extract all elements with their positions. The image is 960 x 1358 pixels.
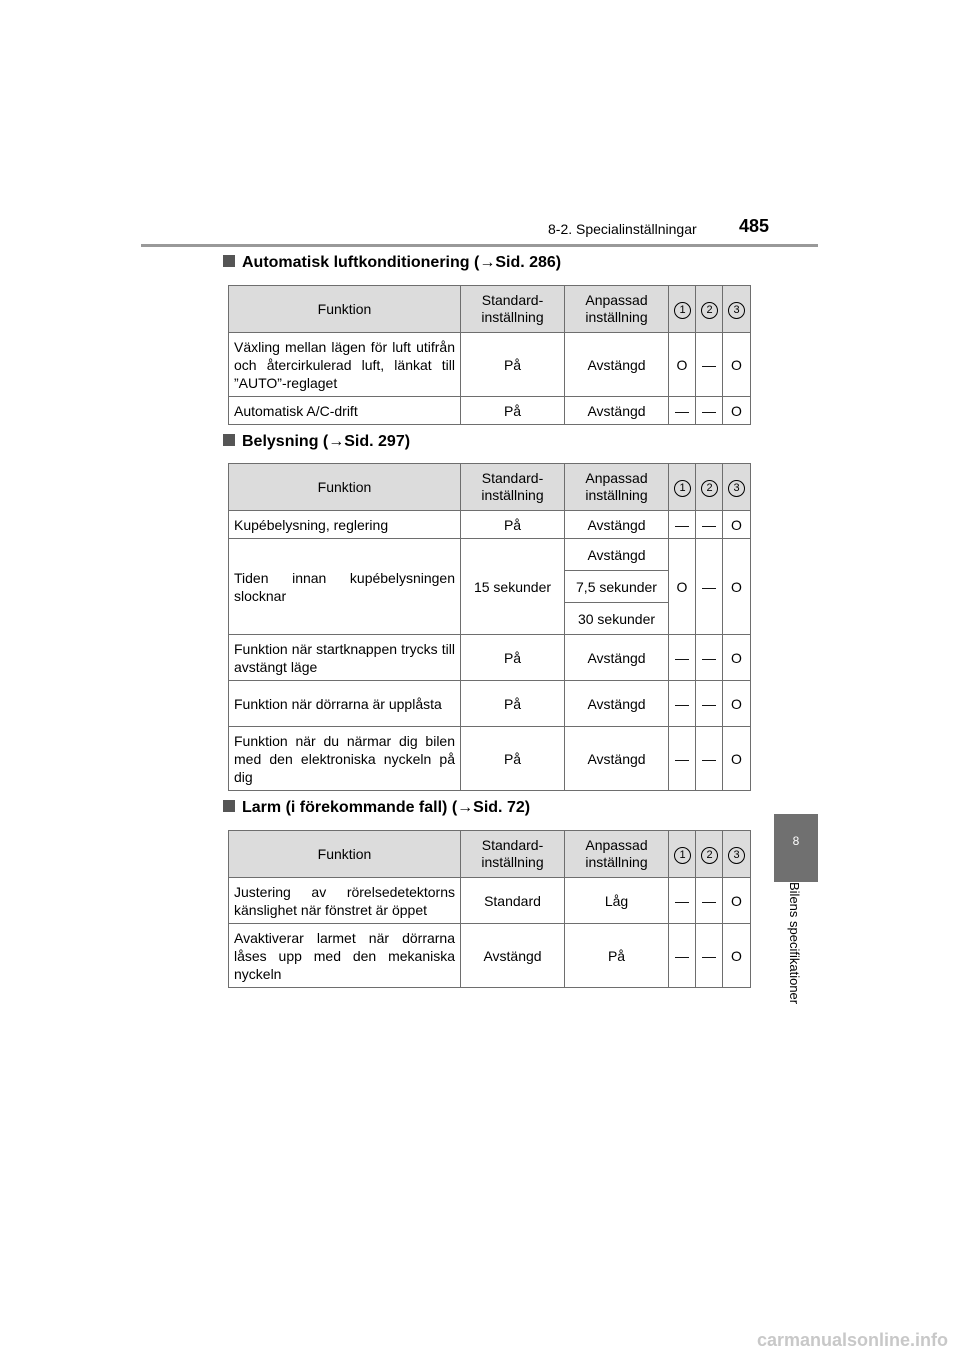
cell-default: Standard	[461, 878, 565, 924]
settings-table-climate	[228, 285, 751, 425]
column-header-1	[669, 464, 696, 511]
column-header-function: Funktion	[229, 286, 461, 333]
cell-mark-3: O	[723, 878, 751, 924]
circled-number-1-icon: 1	[674, 302, 691, 319]
column-header-1	[669, 831, 696, 878]
cell-mark-1: —	[669, 878, 696, 924]
cell-mark-1: O	[669, 333, 696, 397]
column-header-custom: Anpassad inställning	[565, 464, 669, 511]
table-row	[229, 397, 751, 425]
circled-number-3-icon: 3	[728, 480, 745, 497]
cell-default: På	[461, 635, 565, 681]
column-header-2	[696, 464, 723, 511]
cell-mark-3: O	[723, 511, 751, 539]
cell-custom: Avstängd	[565, 397, 669, 425]
cell-custom-option: 30 sekunder	[565, 603, 669, 635]
square-bullet-icon	[223, 255, 235, 267]
cell-mark-2: —	[696, 878, 723, 924]
cell-custom-option: Avstängd	[565, 539, 669, 571]
cell-mark-3: O	[723, 397, 751, 425]
square-bullet-icon	[223, 800, 235, 812]
column-header-function: Funktion	[229, 831, 461, 878]
cell-function: Automatisk A/C-drift	[229, 397, 461, 425]
cell-default: På	[461, 333, 565, 397]
table-row	[229, 727, 751, 791]
cell-mark-2: —	[696, 635, 723, 681]
table-row	[229, 333, 751, 397]
cell-custom: Avstängd	[565, 333, 669, 397]
column-header-default: Standard- inställning	[461, 831, 565, 878]
cell-mark-2: —	[696, 539, 723, 635]
cell-mark-1: —	[669, 924, 696, 988]
arrow-right-icon: →	[479, 254, 496, 271]
circled-number-3-icon: 3	[728, 302, 745, 319]
circled-number-1-icon: 1	[674, 847, 691, 864]
table-row	[229, 924, 751, 988]
cell-mark-2: —	[696, 511, 723, 539]
arrow-right-icon: →	[457, 799, 474, 816]
column-header-2	[696, 286, 723, 333]
cell-default: På	[461, 681, 565, 727]
column-header-custom: Anpassad inställning	[565, 286, 669, 333]
chapter-tab: 8	[774, 814, 818, 882]
page-reference-link[interactable]: Sid. 297)	[344, 433, 411, 450]
section-title-lighting: Belysning (→Sid. 297)	[223, 433, 410, 451]
page-number: 485	[739, 216, 770, 236]
table-row	[229, 635, 751, 681]
page-reference-link[interactable]: Sid. 286)	[495, 254, 562, 271]
table-row	[229, 878, 751, 924]
cell-function: Funktion när startknappen trycks till avstängt läge	[229, 635, 461, 681]
column-header-custom: Anpassad inställning	[565, 831, 669, 878]
cell-mark-3: O	[723, 333, 751, 397]
cell-mark-1: —	[669, 727, 696, 791]
circled-number-1-icon: 1	[674, 480, 691, 497]
cell-default: På	[461, 511, 565, 539]
circled-number-2-icon: 2	[701, 847, 718, 864]
settings-table-lighting	[228, 463, 751, 791]
cell-mark-2: —	[696, 333, 723, 397]
settings-table-alarm	[228, 830, 751, 988]
table-row	[229, 539, 751, 571]
cell-default: Avstängd	[461, 924, 565, 988]
cell-mark-2: —	[696, 681, 723, 727]
cell-default: På	[461, 727, 565, 791]
cell-custom: Avstängd	[565, 681, 669, 727]
table-row	[229, 681, 751, 727]
circled-number-2-icon: 2	[701, 480, 718, 497]
section-title-alarm: Larm (i förekommande fall) (→Sid. 72)	[223, 799, 530, 817]
chapter-heading: 8-2. Specialinställningar	[548, 221, 697, 237]
chapter-tab-label-box	[784, 882, 804, 1022]
table-header-row	[229, 464, 751, 511]
circled-number-2-icon: 2	[701, 302, 718, 319]
column-header-default: Standard- inställning	[461, 286, 565, 333]
cell-function: Funktion när du närmar dig bilen med den elektroniska nyckeln på dig	[229, 727, 461, 791]
cell-mark-3: O	[723, 924, 751, 988]
column-header-function: Funktion	[229, 464, 461, 511]
cell-mark-3: O	[723, 681, 751, 727]
circled-number-3-icon: 3	[728, 847, 745, 864]
section-title-climate: Automatisk luftkonditionering (→Sid. 286)	[223, 254, 561, 272]
cell-mark-2: —	[696, 397, 723, 425]
column-header-2	[696, 831, 723, 878]
cell-default: 15 sekunder	[461, 539, 565, 635]
cell-mark-1: —	[669, 511, 696, 539]
cell-custom: Avstängd	[565, 635, 669, 681]
cell-default: På	[461, 397, 565, 425]
cell-function: Tiden innan kupébelysningen slocknar	[229, 539, 461, 635]
cell-function: Avaktiverar larmet när dörrarna låses upp med den mekaniska nyckeln	[229, 924, 461, 988]
cell-mark-1: —	[669, 397, 696, 425]
table-header-row	[229, 286, 751, 333]
cell-mark-1: —	[669, 681, 696, 727]
cell-custom-option: 7,5 sekunder	[565, 571, 669, 603]
page-reference-link[interactable]: Sid. 72)	[473, 799, 531, 816]
cell-function: Växling mellan lägen för luft utifrån och återcirkulerad luft, länkat till ”AUTO”-reglaget	[229, 333, 461, 397]
cell-mark-2: —	[696, 727, 723, 791]
cell-function: Kupébelysning, reglering	[229, 511, 461, 539]
table-header-row	[229, 831, 751, 878]
cell-custom: Avstängd	[565, 727, 669, 791]
cell-mark-3: O	[723, 539, 751, 635]
column-header-3	[723, 286, 751, 333]
column-header-1	[669, 286, 696, 333]
column-header-default: Standard- inställning	[461, 464, 565, 511]
column-header-3	[723, 464, 751, 511]
arrow-right-icon: →	[328, 433, 345, 450]
cell-mark-1: —	[669, 635, 696, 681]
chapter-tab-label: Bilens specifikationer	[787, 882, 802, 1005]
cell-mark-1: O	[669, 539, 696, 635]
cell-function: Justering av rörelsedetektorns känslighet när fönstret är öppet	[229, 878, 461, 924]
square-bullet-icon	[223, 434, 235, 446]
cell-mark-3: O	[723, 727, 751, 791]
cell-function: Funktion när dörrarna är upplåsta	[229, 681, 461, 727]
table-row	[229, 511, 751, 539]
cell-custom: Låg	[565, 878, 669, 924]
watermark: carmanualsonline.info	[756, 1330, 948, 1350]
cell-custom: Avstängd	[565, 511, 669, 539]
cell-mark-2: —	[696, 924, 723, 988]
column-header-3	[723, 831, 751, 878]
header-divider	[141, 244, 818, 247]
cell-mark-3: O	[723, 635, 751, 681]
cell-custom: På	[565, 924, 669, 988]
